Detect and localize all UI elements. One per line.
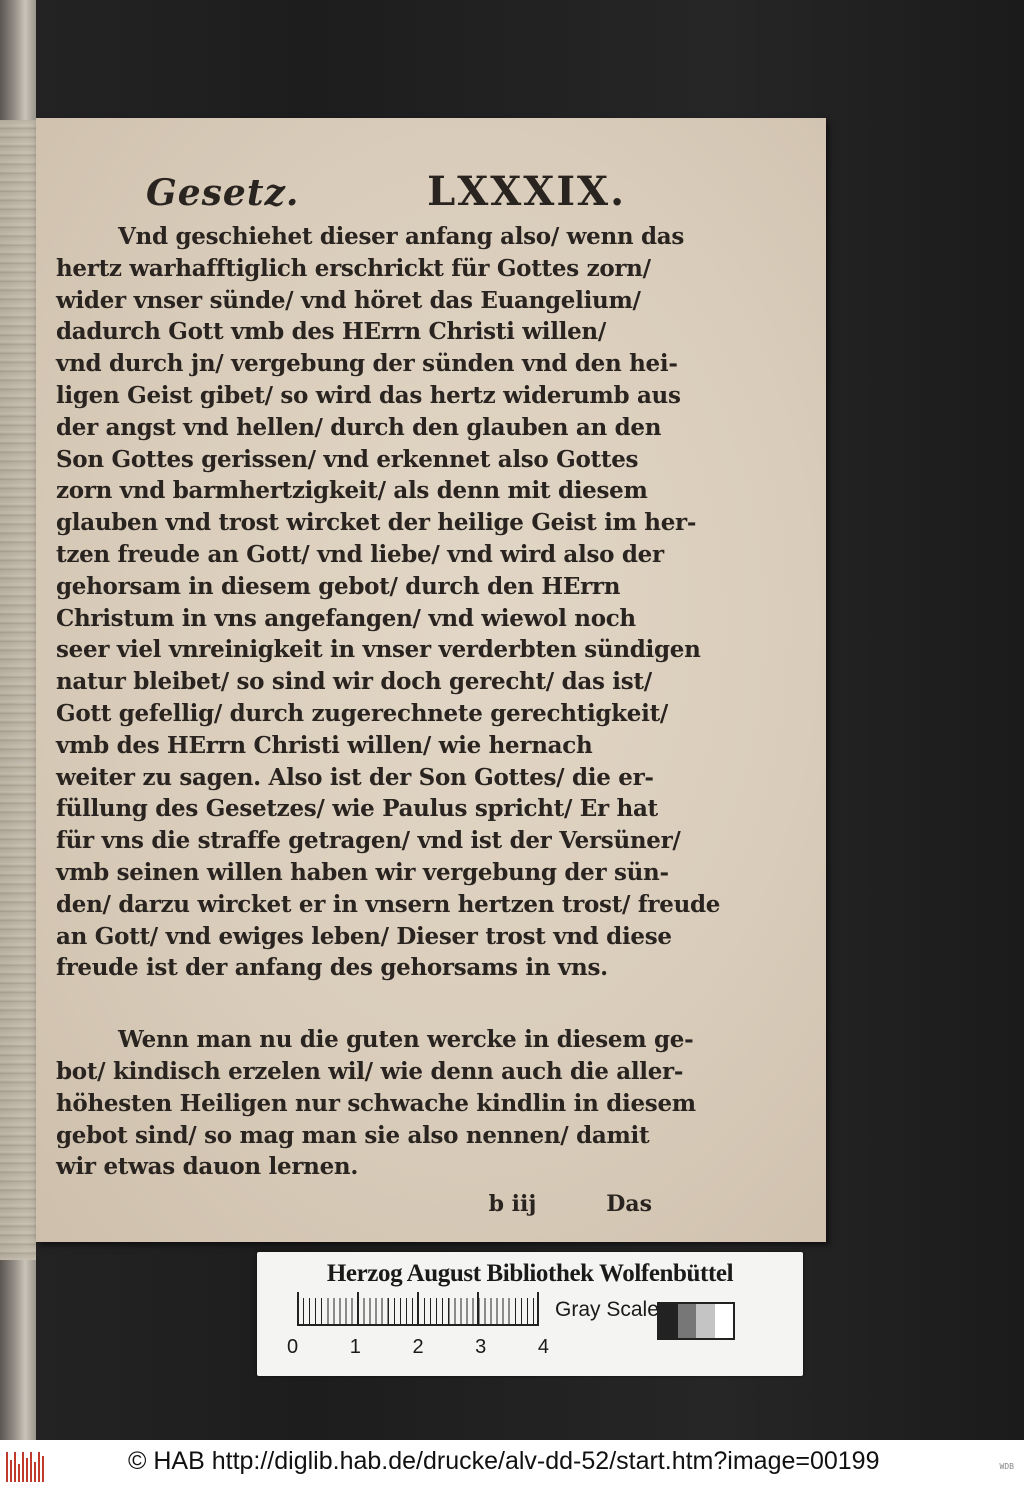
gray-scale-swatch bbox=[678, 1304, 697, 1338]
text-line: weiter zu sagen. Also ist der Son Gottes/ die er- bbox=[56, 763, 654, 791]
text-line: hertz warhafftiglich erschrickt für Gottes zorn/ bbox=[56, 254, 651, 282]
ruler-major-tick bbox=[417, 1292, 419, 1326]
text-line: bot/ kindisch erzelen wil/ wie denn auch die aller- bbox=[56, 1057, 684, 1085]
text-line: seer viel vnreinigkeit in vnser verderbten sündigen bbox=[56, 636, 701, 664]
paragraph-1 bbox=[56, 221, 721, 984]
previous-page-edge bbox=[0, 120, 36, 1260]
ruler-major-tick bbox=[537, 1292, 539, 1326]
library-name: Herzog August Bibliothek Wolfenbüttel bbox=[326, 1260, 734, 1287]
book-page bbox=[36, 118, 826, 1242]
text-line: ligen Geist gibet/ so wird das hertz widerumb aus bbox=[56, 381, 681, 409]
ruler-number: 3 bbox=[475, 1336, 487, 1358]
text-line: für vns die straffe getragen/ vnd ist der Versüner/ bbox=[56, 827, 681, 855]
folio-number: LXXXIX. bbox=[427, 168, 626, 215]
text-line: gebot sind/ so mag man sie also nennen/ damit bbox=[56, 1121, 650, 1149]
running-head: Gesetz. bbox=[146, 172, 300, 214]
page-text bbox=[56, 168, 721, 1218]
text-line: tzen freude an Gott/ vnd liebe/ vnd wird also der bbox=[56, 540, 664, 568]
copyright-url: © HAB http://diglib.hab.de/drucke/alv-dd-52/start.htm?image=00199 bbox=[128, 1447, 880, 1475]
text-line: Gott gefellig/ durch zugerechnete gerechtigkeit/ bbox=[56, 699, 669, 727]
text-line: wir etwas dauon lernen. bbox=[56, 1153, 359, 1181]
catchword: Das bbox=[606, 1191, 652, 1218]
ruler-number: 0 bbox=[287, 1336, 299, 1358]
text-line: der angst vnd hellen/ durch den glauben an den bbox=[56, 413, 662, 441]
page-footer bbox=[56, 1191, 656, 1217]
text-line: den/ darzu wircket er in vnsern hertzen trost/ freude bbox=[56, 890, 721, 918]
text-line: freude ist der anfang des gehorsams in vns. bbox=[56, 954, 608, 982]
ruler-numbers bbox=[287, 1336, 549, 1359]
page-header bbox=[146, 168, 626, 215]
text-line: dadurch Gott vmb des HErrn Christi willen/ bbox=[56, 318, 606, 346]
text-line: Son Gottes gerissen/ vnd erkennet also Gottes bbox=[56, 445, 639, 473]
text-line: vmb des HErrn Christi willen/ wie hernach bbox=[56, 731, 593, 759]
text-line: wider vnser sünde/ vnd höret das Euangelium/ bbox=[56, 286, 641, 314]
paragraph-2 bbox=[56, 1024, 696, 1183]
text-line: füllung des Gesetzes/ wie Paulus spricht/ Er hat bbox=[56, 795, 658, 823]
ruler-major-tick bbox=[357, 1292, 359, 1326]
text-line: Vnd geschiehet dieser anfang also/ wenn das bbox=[118, 223, 685, 250]
gray-scale-chart bbox=[657, 1302, 735, 1340]
ruler-major-tick bbox=[297, 1292, 299, 1326]
text-line: an Gott/ vnd ewiges leben/ Dieser trost vnd diese bbox=[56, 922, 672, 950]
text-line: glauben vnd trost wircket der heilige Geist im her- bbox=[56, 509, 697, 537]
ruler-major-tick bbox=[477, 1292, 479, 1326]
text-line: natur bleibet/ so sind wir doch gerecht/ das ist/ bbox=[56, 668, 652, 696]
ruler-number: 4 bbox=[537, 1336, 549, 1358]
corner-mark: WDB bbox=[999, 1462, 1014, 1471]
text-line: gehorsam in diesem gebot/ durch den HErrn bbox=[56, 572, 621, 600]
text-line: höhesten Heiligen nur schwache kindlin in diesem bbox=[56, 1089, 696, 1117]
library-label bbox=[257, 1252, 803, 1376]
scale-ruler bbox=[297, 1298, 539, 1326]
gray-scale-label: Gray Scale bbox=[555, 1298, 659, 1321]
gray-scale-swatch bbox=[715, 1304, 734, 1338]
signature-mark: b iij bbox=[488, 1191, 537, 1218]
text-line: Christum in vns angefangen/ vnd wiewol noch bbox=[56, 604, 636, 632]
hab-logo-icon bbox=[6, 1452, 48, 1482]
text-line: vnd durch jn/ vergebung der sünden vnd den hei- bbox=[56, 350, 678, 378]
text-line: vmb seinen willen haben wir vergebung der sün- bbox=[56, 858, 669, 886]
text-line: Wenn man nu die guten wercke in diesem ge- bbox=[118, 1026, 694, 1054]
ruler-number: 1 bbox=[349, 1336, 361, 1358]
gray-scale-swatch bbox=[659, 1304, 678, 1338]
gray-scale-swatch bbox=[696, 1304, 715, 1338]
ruler-number: 2 bbox=[412, 1336, 424, 1358]
text-line: zorn vnd barmhertzigkeit/ als denn mit diesem bbox=[56, 477, 648, 505]
